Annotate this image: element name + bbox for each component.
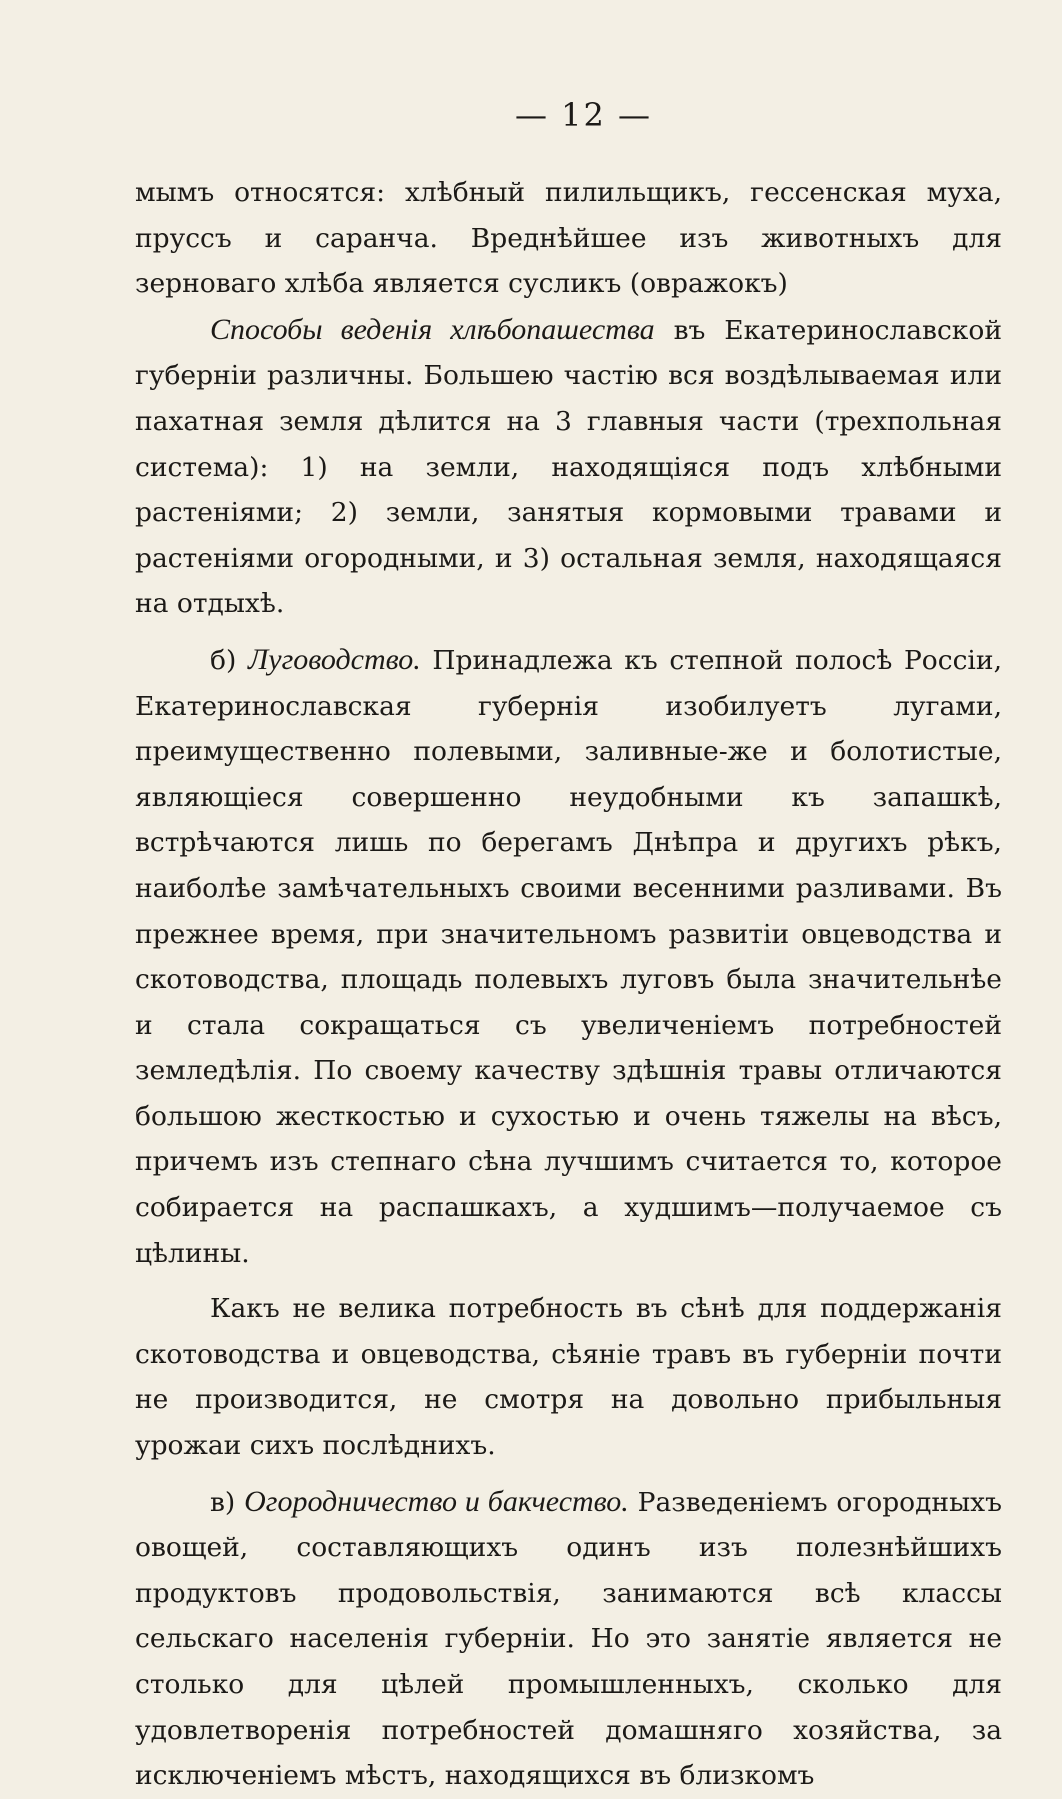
paragraph-3-text: Принадлежа къ степной полосѣ Россіи, Екатеринославская губернія изобилуетъ лугами, преимущественно полевыми, заливные-же и болотистые, являющіеся совершенно неудобными къ запашкѣ, встрѣчаются лишь по берегамъ Днѣпра и другихъ рѣкъ, наиболѣе замѣчательныхъ своими весенними разливами. Въ прежнее время, при значительномъ развитіи овцеводства и скотоводства, площадь полевыхъ луговъ была значительнѣе и стала сокращаться съ увеличеніемъ потребностей земледѣлія. По своему качеству здѣшнія травы отличаются большою жесткостью и сухостью и очень тяжелы на вѣсъ, причемъ изъ степнаго сѣна лучшимъ считается то, которое собирается на распашкахъ, а худшимъ—получаемое съ цѣлины. <box>135 644 1002 1269</box>
paragraph-5-heading: Огородничество и бакчество. <box>244 1484 629 1518</box>
page-number: — 12 — <box>514 96 653 134</box>
paragraph-2-heading: Способы веденія хлѣбопашества <box>210 312 655 346</box>
paragraph-3 <box>135 637 1002 1276</box>
body-text <box>135 170 1002 1799</box>
paragraph-5 <box>135 1479 1002 1799</box>
paragraph-5-text: Разведеніемъ огородныхъ овощей, составляющихъ одинъ изъ полезнѣйшихъ продуктовъ продовольствія, занимаются всѣ классы сельскаго населенія губерніи. Но это занятіе является не столько для цѣлей промышленныхъ, сколько для удовлетворенія потребностей домашняго хозяйства, за исключеніемъ мѣстъ, находящихся въ близкомъ <box>135 1486 1002 1792</box>
paragraph-1: мымъ относятся: хлѣбный пилильщикъ, гессенская муха, пруссъ и саранча. Вреднѣйшее изъ животныхъ для зерноваго хлѣба является сусликъ (овражокъ) <box>135 177 1002 300</box>
paragraph-3-prefix: б) <box>210 644 248 676</box>
paragraph-2-text: въ Екатеринославской губерніи различны. Большею частію вся воздѣлываемая или пахатная земля дѣлится на 3 главныя части (трехпольная система): 1) на земли, находящіяся подъ хлѣбными растеніями; 2) земли, занятыя кормовыми травами и растеніями огородными, и 3) остальная земля, находящаяся на отдыхѣ. <box>135 314 1002 620</box>
paragraph-2 <box>135 307 1002 627</box>
paragraph-5-prefix: в) <box>210 1486 245 1518</box>
paragraph-4: Какъ не велика потребность въ сѣнѣ для поддержанія скотоводства и овцеводства, сѣяніе травъ въ губерніи почти не производится, не смотря на довольно прибыльныя урожаи сихъ послѣднихъ. <box>135 1293 1002 1462</box>
paragraph-3-heading: Луговодство. <box>247 642 421 676</box>
